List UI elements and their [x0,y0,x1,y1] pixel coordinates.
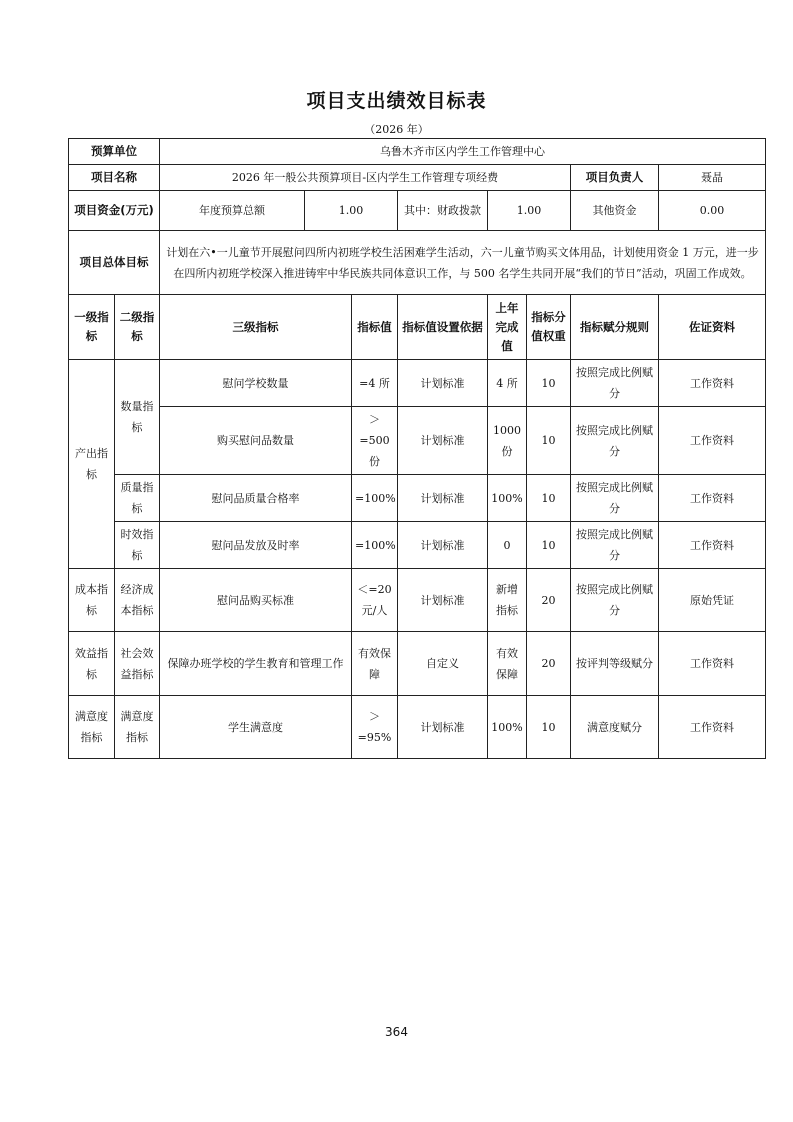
header-level2: 二级指标 [115,295,160,360]
indicator-basis: 计划标准 [398,475,488,522]
table-row [69,360,766,407]
indicator-value: 有效保障 [352,632,398,696]
table-row [69,475,766,522]
table-row [69,632,766,696]
indicator-evidence: 原始凭证 [659,569,766,632]
group-cost: 成本指标 [69,569,115,632]
indicator-last-year: 新增指标 [488,569,527,632]
table-row [69,569,766,632]
indicator-name: 保障办班学校的学生教育和管理工作 [160,632,352,696]
indicator-rule: 按照完成比例赋分 [571,475,659,522]
project-name-label: 项目名称 [69,165,160,191]
indicator-evidence: 工作资料 [659,696,766,759]
subgroup-social-benefit: 社会效益指标 [115,632,160,696]
other-funds-value: 0.00 [659,191,766,231]
subgroup-satisfaction: 满意度指标 [115,696,160,759]
indicator-value: ＞=95% [352,696,398,759]
indicator-last-year: 1000份 [488,407,527,475]
document-title: 项目支出绩效目标表 [306,90,487,112]
indicator-name: 学生满意度 [160,696,352,759]
indicator-weight: 10 [527,696,571,759]
indicator-basis: 计划标准 [398,569,488,632]
goal-text: 计划在六•一儿童节开展慰问四所内初班学校生活困难学生活动，六一儿童节购买文体用品，计划使用资金 1 万元，进一步在四所内初班学校深入推进铸牢中华民族共同体意识工作，与 500 名学生共同开展“我们的节日”活动，巩固工作成效。 [160,231,766,295]
indicator-weight: 10 [527,522,571,569]
header-rule: 指标赋分规则 [571,295,659,360]
indicator-weight: 20 [527,569,571,632]
indicator-value: ＜=20元/人 [352,569,398,632]
indicator-weight: 10 [527,360,571,407]
indicator-evidence: 工作资料 [659,522,766,569]
header-value: 指标值 [352,295,398,360]
budget-unit-row [69,139,766,165]
indicator-evidence: 工作资料 [659,360,766,407]
goal-label: 项目总体目标 [69,231,160,295]
project-leader-value: 聂晶 [659,165,766,191]
document-year: （2026 年） [364,123,429,136]
project-funds-label: 项目资金(万元) [69,191,160,231]
indicator-rule: 按评判等级赋分 [571,632,659,696]
indicator-name: 购买慰问品数量 [160,407,352,475]
annual-total-value: 1.00 [305,191,398,231]
fiscal-value: 1.00 [488,191,571,231]
indicator-last-year: 有效保障 [488,632,527,696]
indicator-basis: 计划标准 [398,522,488,569]
budget-unit-value: 乌鲁木齐市区内学生工作管理中心 [160,139,766,165]
header-evidence: 佐证资料 [659,295,766,360]
indicator-last-year: 100% [488,696,527,759]
indicator-rule: 按照完成比例赋分 [571,569,659,632]
indicator-rule: 按照完成比例赋分 [571,522,659,569]
indicator-rule: 按照完成比例赋分 [571,360,659,407]
indicator-value: ＞=500份 [352,407,398,475]
performance-table [68,138,766,759]
indicator-basis: 自定义 [398,632,488,696]
header-weight: 指标分值权重 [527,295,571,360]
project-funds-row [69,191,766,231]
indicator-weight: 10 [527,475,571,522]
header-basis: 指标值设置依据 [398,295,488,360]
indicator-value: =100% [352,475,398,522]
project-name-row [69,165,766,191]
indicator-weight: 10 [527,407,571,475]
project-leader-label: 项目负责人 [571,165,659,191]
indicator-last-year: 100% [488,475,527,522]
fiscal-label: 其中：财政拨款 [398,191,488,231]
indicator-evidence: 工作资料 [659,632,766,696]
other-funds-label: 其他资金 [571,191,659,231]
subgroup-quantity: 数量指标 [115,360,160,475]
indicator-header-row [69,295,766,360]
indicator-evidence: 工作资料 [659,407,766,475]
indicator-evidence: 工作资料 [659,475,766,522]
indicator-name: 慰问品质量合格率 [160,475,352,522]
annual-total-label: 年度预算总额 [160,191,305,231]
group-output: 产出指标 [69,360,115,569]
indicator-weight: 20 [527,632,571,696]
subgroup-economic-cost: 经济成本指标 [115,569,160,632]
indicator-basis: 计划标准 [398,360,488,407]
budget-unit-label: 预算单位 [69,139,160,165]
table-row [69,407,766,475]
indicator-rule: 按照完成比例赋分 [571,407,659,475]
indicator-last-year: 0 [488,522,527,569]
table-row [69,696,766,759]
goal-row [69,231,766,295]
indicator-value: =4 所 [352,360,398,407]
header-level1: 一级指标 [69,295,115,360]
subgroup-quality: 质量指标 [115,475,160,522]
subgroup-timeliness: 时效指标 [115,522,160,569]
group-satisfaction: 满意度指标 [69,696,115,759]
project-name-value: 2026 年一般公共预算项目-区内学生工作管理专项经费 [160,165,571,191]
indicator-basis: 计划标准 [398,407,488,475]
indicator-name: 慰问品购买标准 [160,569,352,632]
indicator-value: =100% [352,522,398,569]
table-row [69,522,766,569]
page-number: 364 [385,1025,408,1039]
indicator-name: 慰问学校数量 [160,360,352,407]
group-benefit: 效益指标 [69,632,115,696]
header-last-year: 上年完成值 [488,295,527,360]
indicator-last-year: 4 所 [488,360,527,407]
indicator-name: 慰问品发放及时率 [160,522,352,569]
header-level3: 三级指标 [160,295,352,360]
indicator-rule: 满意度赋分 [571,696,659,759]
indicator-basis: 计划标准 [398,696,488,759]
